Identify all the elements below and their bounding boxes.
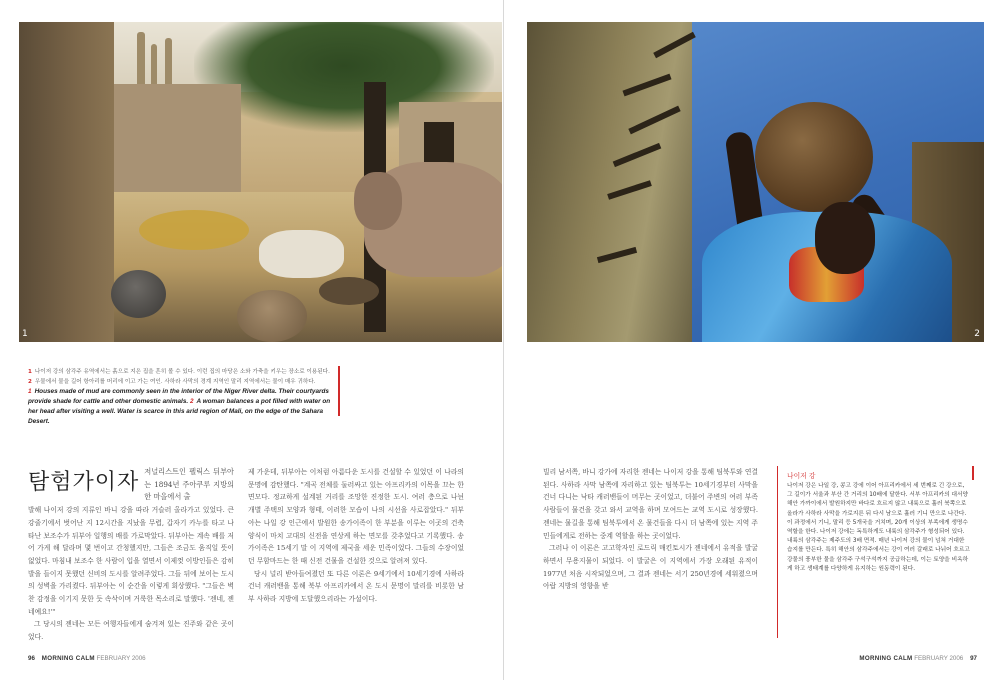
water-pot: [755, 102, 873, 212]
photo-mud-houses-village: [19, 22, 502, 342]
article-title: 탐험가이자: [28, 470, 140, 495]
article-paragraph: 그러나 이 이론은 고고학자인 로드릭 매킨토시가 젠네에서 유적을 발굴하면서 무용지물이 되었다. 이 발굴은 이 지역에서 가장 오래된 유적이 1977년 처음 시작되었으며, 그 결과 젠네는 서기 250년경에 세워졌으며 아랍 지방의 영향을 받: [543, 544, 758, 591]
sidebar-accent-mark: [972, 466, 974, 480]
photo-number: 2: [974, 329, 980, 339]
cow-head: [354, 172, 402, 230]
sidebar-text: 나이저 강은 나일 강, 콩고 강에 이어 아프리카에서 세 번째로 긴 강으로, 그 길이가 서울과 부산 간 거리의 10배에 달한다. 서부 아프리카의 대서양 해안 가까이에서 발원하지만 바다로 흐르지 않고 내륙으로 흘러 북쪽으로 올라가 사하라 사막을 가로지른 뒤 다시 남으로 흘러 기니 만으로 나간다. 이 과정에서 기니, 말리 등 5개국을 거치며, 20개 이상의 부족에게 생명수 역할을 한다. 나이저 강에는 독특하게도 내륙의 삼각주가 형성되어 있다. 내륙의 삼각주는 제주도의 3배 면적. 매년 나이저 강의 물이 넘쳐 거대한 습지를 만든다. 특히 해안의 삼각주에서는 강이 여러 갈래로 나뉘어 흐르고 강물의 풍부한 물을 삼각주 구석구석까지 공급하는데, 이는 토양을 비옥하게 하고 생태계를 다양하게 유지하는 원동력이 된다.: [787, 483, 970, 572]
caption-english: [28, 387, 334, 427]
goat: [259, 230, 344, 278]
basin: [319, 277, 379, 305]
article-lead: 저널리스트인 펠릭스 뒤부아는 1894년 주아쿠루 지방의 한 마을에서 출: [144, 467, 234, 502]
mosque-tower: [165, 38, 172, 87]
mosque-tower: [137, 32, 145, 87]
article-paragraph: 빌리 남서쪽, 바니 강가에 자리한 젠네는 나이저 강을 통해 팀북투와 연결된다. 사하라 사막 남쪽에 자리하고 있는 팀북투는 10세기경부터 사막을 건너 다니는 낙타 캐러밴들이 머무는 곳이었고, 더불어 주변의 여러 부족 사람들이 물건을 갖고 와서 교역을 하며 모여드는 교역 도시로 성장했다. 젠네는 물길을 통해 팀북투에서 온 물건들을 다시 더 남쪽에 있는 지역 주민들에게로 전하는 중계 역할을 하는 곳이었다.: [543, 468, 758, 540]
caption-en-1: Houses made of mud are commonly seen in the interior of the Niger River delta. Their courtyards provide shade for cattle and other domestic animals.: [28, 388, 329, 405]
article-paragraph: 그 당시의 젠네는 모든 여행자들에게 숨겨져 있는 진주와 같은 곳이었다.: [28, 620, 234, 642]
caption-number: 2: [189, 398, 194, 405]
mud-house: [111, 84, 241, 194]
footer-right: [859, 655, 977, 662]
caption-number: 1: [28, 369, 32, 375]
footer-left: [28, 655, 146, 662]
caption-ko-2: 우물에서 물을 길어 항아리를 머리에 이고 가는 여인. 사하라 사막의 경계 지역인 말리 지역에서는 물이 매우 귀하다.: [34, 379, 316, 385]
clay-pot: [237, 290, 307, 342]
caption-korean: [28, 367, 334, 387]
magazine-name: MORNING CALM: [41, 655, 95, 662]
article-paragraph: 발해 나이저 강의 지류인 바니 강을 따라 거슬러 올라가고 있었다. 큰 강줄기에서 벗어난 지 12시간을 지났을 무렵, 갑자기 카누를 타고 나타난 보조수가 뒤부아 일행의 배를 가로막았다. 뒤부아는 계속 배를 저어 가게 해 달라며 몇 번이고 간청했지만, 그들은 조금도 움직일 뜻이 없었다. 마침내 보조수 한 사람이 입을 열면서 이제껏 이방인들은 감히 발을 들이지 못했던 신비의 도시를 알려주었다. 그들 뒤에 보이는 도시의 성벽을 가리켰다. 뒤부아는 이 순간을 이렇게 회상했다. "그들은 벽찬 감정을 이기지 못한 듯 속삭이며 거룩한 목소리로 말했다. '젠네, 젠네예요!'": [28, 506, 234, 616]
page-spine: [503, 0, 504, 680]
photo-caption: [28, 367, 334, 427]
caption-en-2: A woman balances a pot filled with water on her head after visiting a well. Water is scarce in this arid region of Mali, on the edge of the Sahara Desert.: [28, 398, 331, 425]
issue-date: FEBRUARY 2006: [914, 655, 964, 662]
caption-accent-rule: [338, 366, 340, 416]
mud-mosque-wall: [527, 22, 692, 342]
article-column-1: [28, 466, 234, 644]
page-number: 97: [970, 655, 977, 662]
sidebar-niger-river: [777, 470, 970, 574]
straw-pile: [139, 210, 249, 250]
article-paragraph: 제 가운데, 뒤부아는 이처럼 아름다운 도시를 건설할 수 있었던 이 나라의 문명에 감탄했다. "계곡 전체를 둘러싸고 있는 아프리카의 이목을 끄는 한 면모다. 정교하게 설계된 거리를 조망한 진정한 도시. 여러 층으로 나뉜 개별 주택의 모양과 형태, 이러한 모습이 나의 시선을 사로잡았다." 뒤부아는 나일 강 인근에서 발원한 송가이족이 한 부분을 이루는 이곳의 건축 양식이 마치 고대의 신전을 연상케 하는 면모를 갖추었다고 기록했다. 송가이족은 15세기 말 이 지역에 제국을 세운 민족이었다. 그들의 수장이었던 무함마드는 한 때 신전 건물을 건설한 것으로 알려져 있다.: [248, 468, 464, 565]
mosque-tower: [151, 44, 157, 87]
photo-woman-water-pot: [527, 22, 984, 342]
page-number: 96: [28, 655, 35, 662]
clay-pot-dark: [111, 270, 166, 318]
caption-ko-1: 나이저 강의 삼각주 유역에서는 흙으로 지은 집을 흔히 볼 수 있다. 이런 집의 마당은 소와 가축을 키우는 장소로 이용된다.: [34, 369, 330, 375]
caption-number: 1: [28, 388, 32, 395]
article-column-2: [248, 466, 464, 606]
photo-number: 1: [22, 329, 28, 339]
sidebar-heading: 나이저 강: [787, 472, 816, 480]
article-column-3: [543, 466, 758, 593]
issue-date: FEBRUARY 2006: [96, 655, 146, 662]
mud-wall-left: [19, 22, 114, 342]
article-paragraph: 당시 널리 받아들여졌던 또 다른 이론은 9세기에서 10세기경에 사하라 건너 캐러밴을 통해 북부 아프리카에서 온 도시 문명이 말리를 비롯한 남부 사하라 지방에 도달했으리라는 가설이다.: [248, 569, 464, 604]
caption-number: 2: [28, 379, 32, 385]
woman-face: [815, 202, 875, 274]
magazine-name: MORNING CALM: [859, 655, 913, 662]
